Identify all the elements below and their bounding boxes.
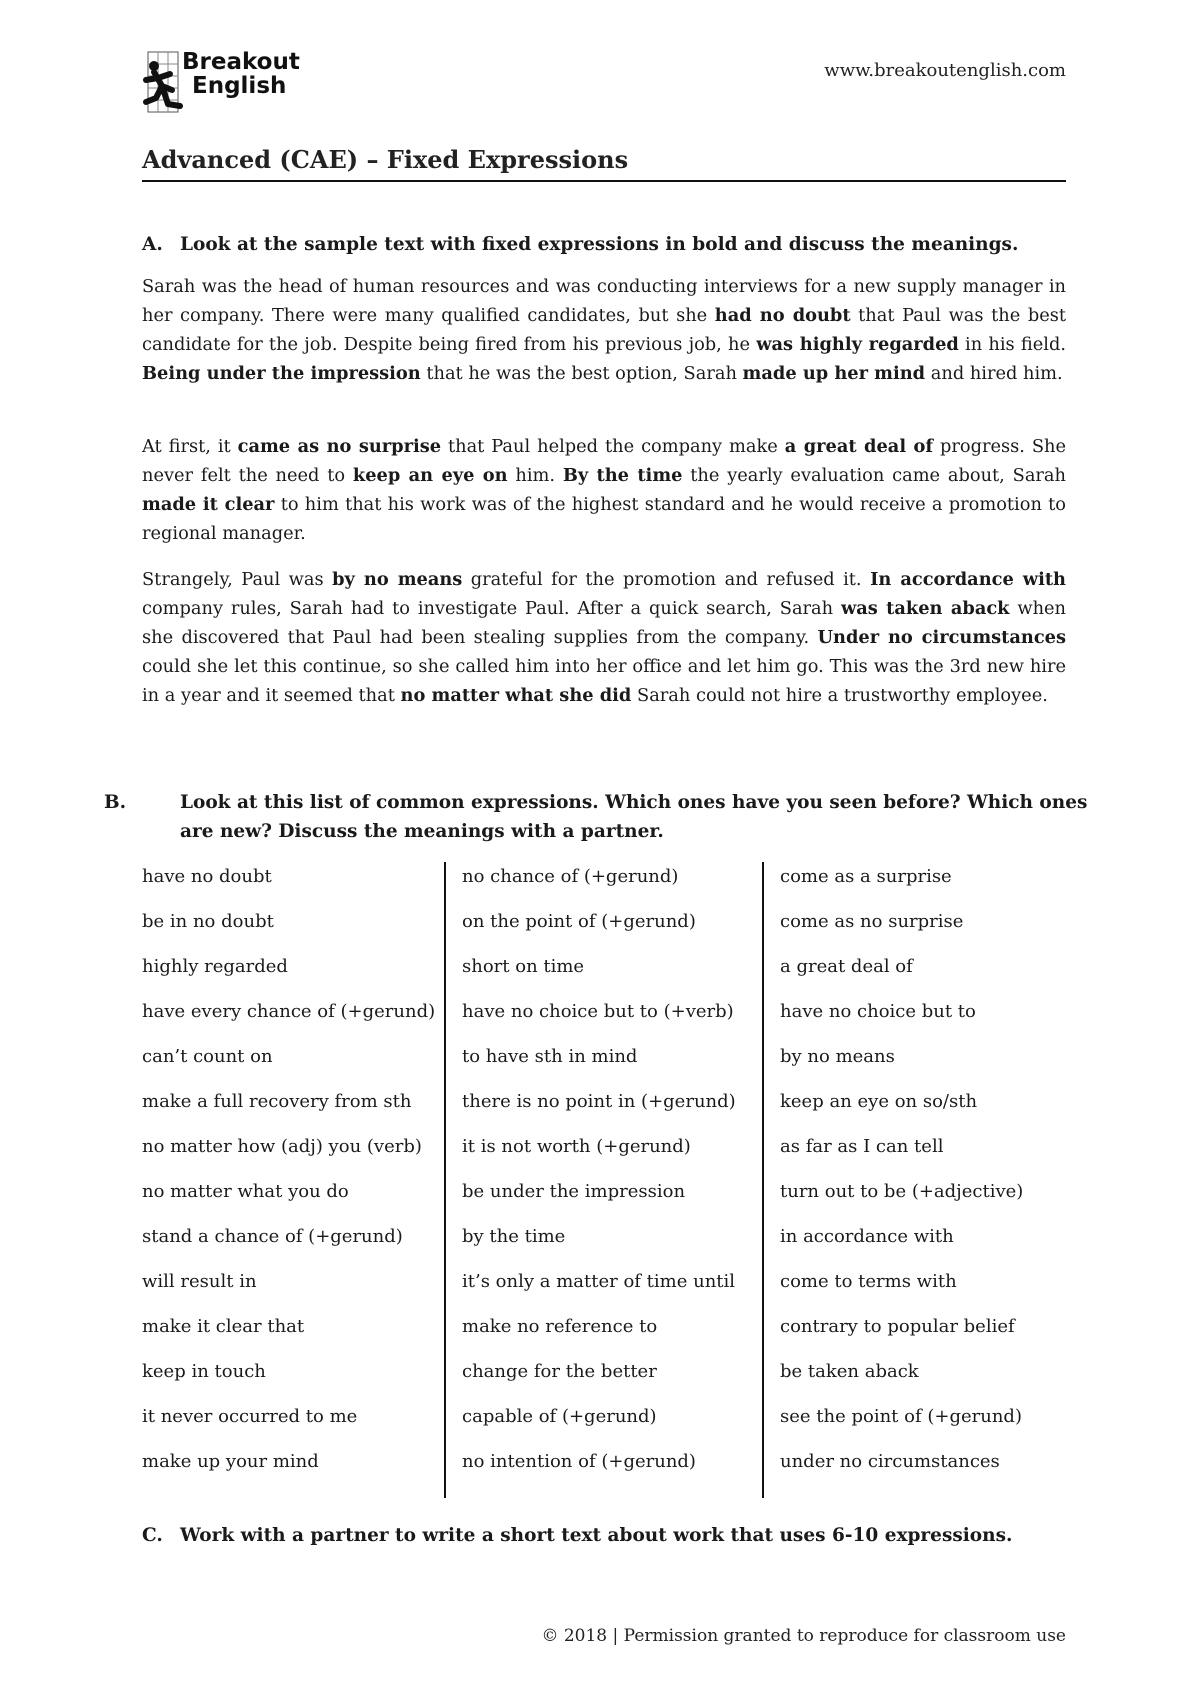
text-run: Sarah was the head of human resources and was conducting interviews for a new supply manager in her company. There were many qualified candidates, but she bbox=[142, 276, 1066, 326]
sample-paragraph-2 bbox=[142, 432, 1066, 548]
expression-item: keep in touch bbox=[142, 1361, 266, 1382]
text-run: company rules, Sarah had to investigate Paul. After a quick search, Sarah bbox=[142, 598, 841, 619]
bold-expression: a great deal of bbox=[784, 436, 934, 457]
text-run: progress. She never felt the need to bbox=[142, 436, 1066, 486]
expression-item: by the time bbox=[462, 1226, 566, 1247]
expression-item: have every chance of (+gerund) bbox=[142, 1001, 436, 1022]
expression-item: can’t count on bbox=[142, 1046, 273, 1067]
expression-item: make no reference to bbox=[462, 1316, 658, 1337]
expression-item: turn out to be (+adjective) bbox=[780, 1181, 1024, 1202]
bold-expression: made up her mind bbox=[742, 363, 926, 384]
section-a-heading-text: Look at the sample text with fixed expressions in bold and discuss the meanings. bbox=[180, 234, 1019, 255]
page-title: Advanced (CAE) – Fixed Expressions bbox=[142, 145, 1066, 182]
expression-item: as far as I can tell bbox=[780, 1136, 944, 1157]
bold-expression: keep an eye on bbox=[352, 465, 508, 486]
expression-item: capable of (+gerund) bbox=[462, 1406, 657, 1427]
expression-item: make up your mind bbox=[142, 1451, 319, 1472]
text-run: Strangely, Paul was bbox=[142, 569, 333, 590]
text-run: could she let this continue, so she called him into her office and let him go. This was the 3rd new hire in a year and it seemed that bbox=[142, 656, 1066, 706]
expression-item: come as no surprise bbox=[780, 911, 964, 932]
expression-item: a great deal of bbox=[780, 956, 913, 977]
text-run: and hired him. bbox=[925, 363, 1063, 384]
expression-item: no intention of (+gerund) bbox=[462, 1451, 696, 1472]
expression-item: no chance of (+gerund) bbox=[462, 866, 679, 887]
expression-item: be in no doubt bbox=[142, 911, 274, 932]
expression-item: make a full recovery from sth bbox=[142, 1091, 412, 1112]
text-run: Sarah could not hire a trustworthy employee. bbox=[631, 685, 1048, 706]
text-run: that Paul was the best candidate for the job. Despite being fired from his previous job, he bbox=[142, 305, 1066, 355]
expression-item: have no choice but to bbox=[780, 1001, 976, 1022]
expression-item: no matter what you do bbox=[142, 1181, 349, 1202]
section-b-heading bbox=[104, 788, 1104, 846]
bold-expression: by no means bbox=[332, 569, 463, 590]
expression-item: change for the better bbox=[462, 1361, 657, 1382]
text-run: when she discovered that Paul had been stealing supplies from the company. bbox=[142, 598, 1066, 648]
sample-paragraph-1 bbox=[142, 272, 1066, 388]
text-run: him. bbox=[507, 465, 563, 486]
text-run: that Paul helped the company make bbox=[441, 436, 785, 457]
section-b-letter: B. bbox=[104, 792, 127, 813]
expression-column-2 bbox=[444, 862, 762, 1498]
expression-item: see the point of (+gerund) bbox=[780, 1406, 1022, 1427]
bold-expression: no matter what she did bbox=[400, 685, 632, 706]
expression-item: keep an eye on so/sth bbox=[780, 1091, 978, 1112]
expression-item: contrary to popular belief bbox=[780, 1316, 1015, 1337]
expression-item: short on time bbox=[462, 956, 585, 977]
expression-list bbox=[142, 862, 1066, 1498]
website-url[interactable]: www.breakoutenglish.com bbox=[824, 60, 1066, 81]
expression-item: it never occurred to me bbox=[142, 1406, 358, 1427]
bold-expression: was highly regarded bbox=[756, 334, 959, 355]
expression-item: come to terms with bbox=[780, 1271, 957, 1292]
bold-expression: made it clear bbox=[142, 494, 275, 515]
running-man-icon bbox=[142, 50, 186, 118]
bold-expression: Being under the impression bbox=[142, 363, 421, 384]
bold-expression: was taken aback bbox=[840, 598, 1010, 619]
expression-item: come as a surprise bbox=[780, 866, 952, 887]
expression-item: will result in bbox=[142, 1271, 257, 1292]
expression-item: be under the impression bbox=[462, 1181, 686, 1202]
bold-expression: had no doubt bbox=[714, 305, 851, 326]
section-b-heading-text: Look at this list of common expressions. Which ones have you seen before? Which ones are new? Discuss the meanings with a partner. bbox=[180, 792, 1088, 842]
logo bbox=[142, 46, 342, 124]
expression-item: it is not worth (+gerund) bbox=[462, 1136, 691, 1157]
bold-expression: In accordance with bbox=[870, 569, 1066, 590]
logo-text-breakout: Breakout bbox=[182, 49, 300, 75]
expression-item: on the point of (+gerund) bbox=[462, 911, 696, 932]
expression-item: be taken aback bbox=[780, 1361, 919, 1382]
logo-text-english: English bbox=[192, 73, 287, 99]
text-run: in his field. bbox=[958, 334, 1066, 355]
expression-item: have no choice but to (+verb) bbox=[462, 1001, 734, 1022]
expression-column-3 bbox=[762, 862, 1066, 1498]
expression-item: no matter how (adj) you (verb) bbox=[142, 1136, 422, 1157]
section-c-heading-text: Work with a partner to write a short text about work that uses 6-10 expressions. bbox=[180, 1525, 1013, 1546]
text-run: At first, it bbox=[142, 436, 238, 457]
expression-item: there is no point in (+gerund) bbox=[462, 1091, 736, 1112]
expression-item: it’s only a matter of time until bbox=[462, 1271, 736, 1292]
text-run: the yearly evaluation came about, Sarah bbox=[682, 465, 1066, 486]
bold-expression: came as no surprise bbox=[237, 436, 442, 457]
bold-expression: Under no circumstances bbox=[817, 627, 1066, 648]
expression-item: stand a chance of (+gerund) bbox=[142, 1226, 403, 1247]
copyright-footer: © 2018 | Permission granted to reproduce for classroom use bbox=[541, 1626, 1066, 1646]
expression-item: by no means bbox=[780, 1046, 895, 1067]
text-run: to him that his work was of the highest standard and he would receive a promotion to regional manager. bbox=[142, 494, 1067, 544]
expression-column-1 bbox=[142, 862, 442, 1498]
section-c-letter: C. bbox=[142, 1525, 163, 1546]
expression-item: highly regarded bbox=[142, 956, 288, 977]
section-a-letter: A. bbox=[142, 234, 163, 255]
bold-expression: By the time bbox=[562, 465, 683, 486]
expression-item: have no doubt bbox=[142, 866, 272, 887]
text-run: that he was the best option, Sarah bbox=[420, 363, 743, 384]
text-run: grateful for the promotion and refused it. bbox=[462, 569, 871, 590]
expression-item: to have sth in mind bbox=[462, 1046, 638, 1067]
section-c-heading bbox=[142, 1521, 1066, 1550]
sample-paragraph-3 bbox=[142, 565, 1066, 710]
section-a-heading bbox=[142, 230, 1066, 259]
expression-item: under no circumstances bbox=[780, 1451, 1000, 1472]
expression-item: in accordance with bbox=[780, 1226, 954, 1247]
expression-item: make it clear that bbox=[142, 1316, 305, 1337]
